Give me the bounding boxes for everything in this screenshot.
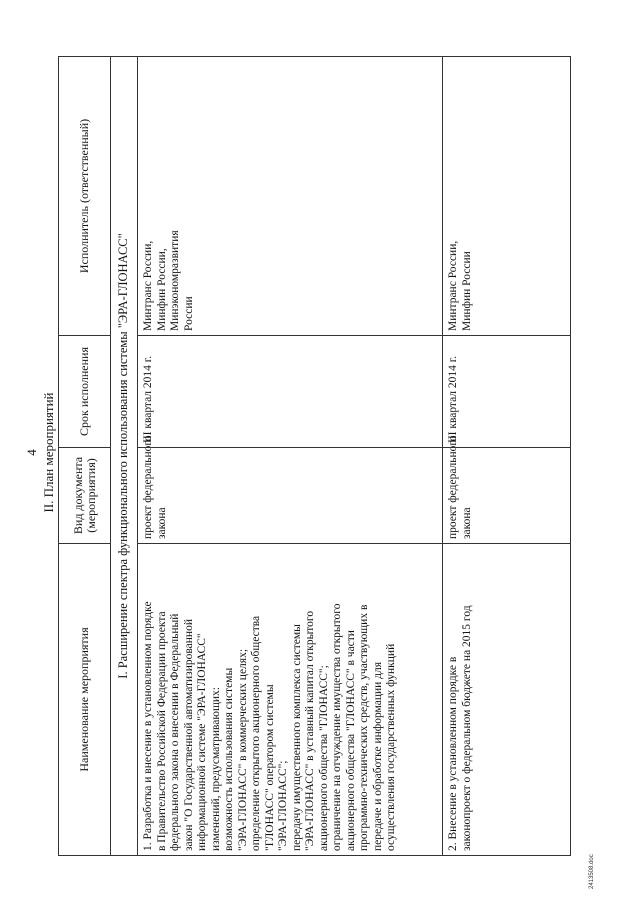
header-name: Наименование мероприятия (58, 544, 111, 856)
row-2-doc-type-line: проект федерального (447, 435, 459, 539)
row-2-doc-type-line: закона (460, 507, 473, 539)
row-1-name-line: "ЭРА-ГЛОНАСС" в коммерческих целях; (236, 648, 249, 851)
row-1-name-line: определение открытого акционерного общества (250, 615, 262, 851)
row-1-name-line: "ЭРА-ГЛОНАСС"; (277, 760, 289, 851)
row-1-doc-type (138, 435, 443, 544)
row-1-name-line: передачу имущественного комплекса системы (290, 624, 303, 851)
row-1-name-line: передаче и обработке информации для (371, 661, 384, 851)
row-1-name-line: программно-технических средств, участвующих в (358, 604, 370, 851)
row-1-deadline (138, 336, 443, 448)
row-1-doc-type-line: проект федерального (142, 435, 154, 539)
row-2-deadline-text: III квартал 2014 г. (447, 355, 459, 443)
section-heading: I. Расширение спектра функционального использования системы "ЭРА-ГЛОНАСС" (111, 56, 138, 856)
row-1-deadline-text: III квартал 2014 г. (142, 355, 154, 443)
row-1-executor-line: России (182, 296, 195, 331)
header-executor: Исполнитель (ответственный) (58, 56, 111, 336)
row-2-name-line: 2. Внесение в установленном порядке в (447, 656, 459, 851)
row-1-name-line: информационной системе "ЭРА-ГЛОНАСС" (196, 633, 208, 851)
row-1-doc-type-line: закона (155, 507, 168, 539)
header-doc-type: Вид документа (мероприятия) (58, 448, 111, 544)
plan-table (58, 56, 571, 856)
row-2-name (443, 544, 571, 856)
row-1-name (138, 544, 443, 856)
row-1-name-line: в Правительство Российской Федерации проекта (155, 611, 168, 851)
row-1-name-line: ограничение на отчуждение имущества открытого (331, 603, 343, 851)
row-1-name-line: федерального закона о внесении в Федеральный (169, 613, 181, 851)
row-2-executor-line: Минтранс России, (447, 240, 459, 331)
row-2-executor (443, 56, 571, 336)
row-1-name-line: закон "О Государственной автоматизированной (182, 619, 195, 851)
row-1-name-line: акционерного общества "ГЛОНАСС"; (317, 665, 330, 851)
row-2-doc-type (443, 435, 571, 544)
row-1-name-line: осуществления государственных функций (385, 643, 397, 851)
row-1-name-line: изменений, предусматривающих: (209, 687, 222, 851)
plan-title: II. План мероприятий (41, 392, 56, 513)
row-1-executor-line: Минэкономразвития (169, 230, 181, 331)
row-1-name-line: "ГЛОНАСС" оператором системы (263, 684, 276, 851)
header-deadline: Срок исполнения (58, 336, 111, 448)
row-1-name-line: возможность использования системы (223, 667, 235, 851)
page-number: 4 (24, 449, 39, 456)
document-id: 2413508.doc (589, 854, 595, 889)
row-2-name-line: законопроект о федеральном бюджете на 2015 год (460, 605, 473, 851)
row-2-executor-line: Минфин России (460, 251, 473, 331)
row-2-deadline (443, 336, 571, 448)
row-1-executor (138, 56, 443, 336)
row-1-name-line: 1. Разработка и внесение в установленном порядке (142, 601, 154, 851)
row-1-name-line: "ЭРА-ГЛОНАСС" в уставный капитал открытого (304, 610, 316, 851)
row-1-executor-line: Минтранс России, (142, 240, 154, 331)
row-1-name-line: акционерного общества "ГЛОНАСС" в части (344, 630, 357, 851)
row-1-executor-line: Минфин России, (155, 248, 168, 331)
